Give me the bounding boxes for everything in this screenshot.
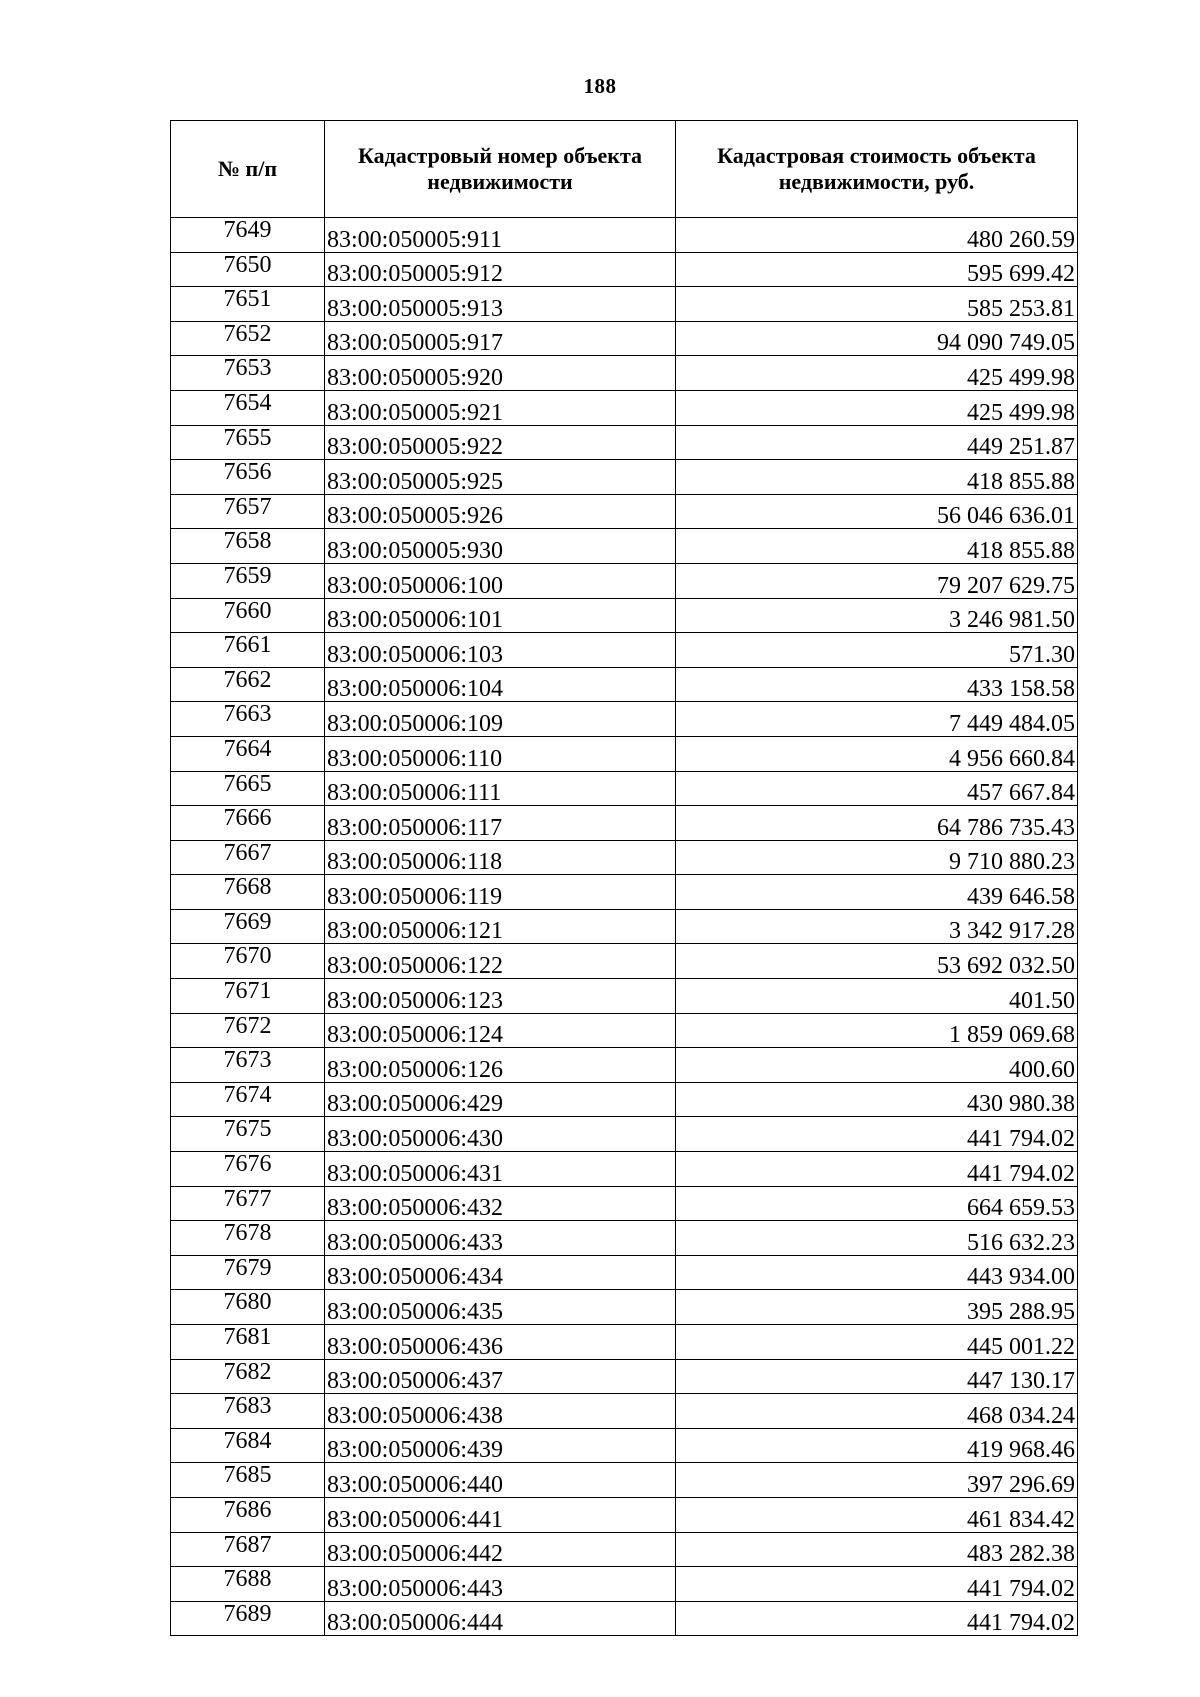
cadastral-value-cell: 418 855.88 (676, 529, 1078, 564)
cadastral-number-cell: 83:00:050006:443 (325, 1567, 676, 1602)
table-header (171, 121, 1078, 218)
table-row (171, 1359, 1078, 1394)
header-cadastral-number: Кадастровый номер объекта недвижимости (325, 121, 676, 218)
cadastral-number-cell: 83:00:050005:925 (325, 460, 676, 495)
table-row (171, 494, 1078, 529)
cadastral-number-cell: 83:00:050005:922 (325, 425, 676, 460)
row-number-cell: 7660 (171, 598, 325, 633)
cadastral-value-cell: 9 710 880.23 (676, 840, 1078, 875)
table-row (171, 736, 1078, 771)
cadastral-number-cell: 83:00:050006:429 (325, 1082, 676, 1117)
row-number-cell: 7676 (171, 1152, 325, 1187)
cadastral-number-cell: 83:00:050006:117 (325, 806, 676, 841)
cadastral-number-cell: 83:00:050006:430 (325, 1117, 676, 1152)
row-number-cell: 7689 (171, 1601, 325, 1636)
table-row (171, 1394, 1078, 1429)
row-number-cell: 7669 (171, 909, 325, 944)
cadastral-number-cell: 83:00:050006:126 (325, 1048, 676, 1083)
cadastral-value-cell: 595 699.42 (676, 252, 1078, 287)
row-number-cell: 7673 (171, 1048, 325, 1083)
cadastral-number-cell: 83:00:050005:926 (325, 494, 676, 529)
cadastral-number-cell: 83:00:050006:431 (325, 1152, 676, 1187)
row-number-cell: 7653 (171, 356, 325, 391)
row-number-cell: 7686 (171, 1497, 325, 1532)
cadastral-value-cell: 425 499.98 (676, 356, 1078, 391)
header-cadastral-value: Кадастровая стоимость объекта недвижимости, руб. (676, 121, 1078, 218)
cadastral-number-cell: 83:00:050006:432 (325, 1186, 676, 1221)
cadastral-number-cell: 83:00:050006:437 (325, 1359, 676, 1394)
table-row (171, 771, 1078, 806)
row-number-cell: 7652 (171, 321, 325, 356)
row-number-cell: 7666 (171, 806, 325, 841)
cadastral-number-cell: 83:00:050005:913 (325, 287, 676, 322)
cadastral-number-cell: 83:00:050006:442 (325, 1532, 676, 1567)
cadastral-number-cell: 83:00:050006:433 (325, 1221, 676, 1256)
table-row (171, 840, 1078, 875)
cadastral-value-cell: 457 667.84 (676, 771, 1078, 806)
row-number-cell: 7688 (171, 1567, 325, 1602)
table-row (171, 1152, 1078, 1187)
cadastral-number-cell: 83:00:050005:911 (325, 218, 676, 253)
row-number-cell: 7670 (171, 944, 325, 979)
cadastral-number-cell: 83:00:050005:912 (325, 252, 676, 287)
row-number-cell: 7687 (171, 1532, 325, 1567)
table-row (171, 875, 1078, 910)
row-number-cell: 7683 (171, 1394, 325, 1429)
table-row (171, 1325, 1078, 1360)
cadastral-value-cell: 468 034.24 (676, 1394, 1078, 1429)
table-row (171, 1013, 1078, 1048)
cadastral-number-cell: 83:00:050006:434 (325, 1255, 676, 1290)
row-number-cell: 7664 (171, 736, 325, 771)
table-row (171, 1290, 1078, 1325)
row-number-cell: 7662 (171, 667, 325, 702)
row-number-cell: 7654 (171, 390, 325, 425)
cadastral-number-cell: 83:00:050006:436 (325, 1325, 676, 1360)
cadastral-value-cell: 461 834.42 (676, 1497, 1078, 1532)
header-row (171, 121, 1078, 218)
row-number-cell: 7668 (171, 875, 325, 910)
table-row (171, 598, 1078, 633)
cadastral-value-cell: 4 956 660.84 (676, 736, 1078, 771)
cadastral-value-cell: 445 001.22 (676, 1325, 1078, 1360)
cadastral-number-cell: 83:00:050006:104 (325, 667, 676, 702)
cadastral-number-cell: 83:00:050005:921 (325, 390, 676, 425)
cadastral-number-cell: 83:00:050005:920 (325, 356, 676, 391)
cadastral-value-cell: 418 855.88 (676, 460, 1078, 495)
table-row (171, 1567, 1078, 1602)
cadastral-value-cell: 430 980.38 (676, 1082, 1078, 1117)
cadastral-number-cell: 83:00:050006:441 (325, 1497, 676, 1532)
table-row (171, 1255, 1078, 1290)
cadastral-value-cell: 425 499.98 (676, 390, 1078, 425)
row-number-cell: 7685 (171, 1463, 325, 1498)
cadastral-value-cell: 516 632.23 (676, 1221, 1078, 1256)
row-number-cell: 7659 (171, 563, 325, 598)
cadastral-value-cell: 443 934.00 (676, 1255, 1078, 1290)
cadastral-value-cell: 480 260.59 (676, 218, 1078, 253)
cadastral-value-cell: 439 646.58 (676, 875, 1078, 910)
cadastral-value-cell: 441 794.02 (676, 1117, 1078, 1152)
cadastral-number-cell: 83:00:050006:111 (325, 771, 676, 806)
table-row (171, 1428, 1078, 1463)
table-row (171, 425, 1078, 460)
row-number-cell: 7665 (171, 771, 325, 806)
cadastral-number-cell: 83:00:050006:444 (325, 1601, 676, 1636)
cadastral-value-cell: 395 288.95 (676, 1290, 1078, 1325)
table-row (171, 979, 1078, 1014)
row-number-cell: 7677 (171, 1186, 325, 1221)
row-number-cell: 7667 (171, 840, 325, 875)
row-number-cell: 7684 (171, 1428, 325, 1463)
table-row (171, 1221, 1078, 1256)
row-number-cell: 7672 (171, 1013, 325, 1048)
row-number-cell: 7679 (171, 1255, 325, 1290)
cadastral-number-cell: 83:00:050006:122 (325, 944, 676, 979)
cadastral-value-cell: 449 251.87 (676, 425, 1078, 460)
row-number-cell: 7650 (171, 252, 325, 287)
cadastral-value-cell: 571.30 (676, 633, 1078, 668)
cadastral-value-cell: 401.50 (676, 979, 1078, 1014)
table-row (171, 702, 1078, 737)
row-number-cell: 7657 (171, 494, 325, 529)
table-row (171, 1463, 1078, 1498)
cadastral-value-cell: 94 090 749.05 (676, 321, 1078, 356)
cadastral-number-cell: 83:00:050005:917 (325, 321, 676, 356)
page-number: 188 (583, 74, 617, 98)
table-row (171, 1186, 1078, 1221)
table-row (171, 1117, 1078, 1152)
cadastral-value-cell: 441 794.02 (676, 1152, 1078, 1187)
row-number-cell: 7678 (171, 1221, 325, 1256)
row-number-cell: 7663 (171, 702, 325, 737)
table-row (171, 321, 1078, 356)
cadastral-number-cell: 83:00:050006:435 (325, 1290, 676, 1325)
row-number-cell: 7649 (171, 218, 325, 253)
cadastral-value-cell: 3 246 981.50 (676, 598, 1078, 633)
table-row (171, 563, 1078, 598)
cadastral-number-cell: 83:00:050006:124 (325, 1013, 676, 1048)
table-row (171, 218, 1078, 253)
cadastral-value-cell: 56 046 636.01 (676, 494, 1078, 529)
row-number-cell: 7655 (171, 425, 325, 460)
cadastral-value-cell: 400.60 (676, 1048, 1078, 1083)
table-row (171, 633, 1078, 668)
cadastral-value-cell: 53 692 032.50 (676, 944, 1078, 979)
table-row (171, 909, 1078, 944)
cadastral-number-cell: 83:00:050006:101 (325, 598, 676, 633)
cadastral-value-cell: 441 794.02 (676, 1601, 1078, 1636)
table-row (171, 390, 1078, 425)
cadastral-number-cell: 83:00:050006:439 (325, 1428, 676, 1463)
row-number-cell: 7681 (171, 1325, 325, 1360)
cadastral-value-cell: 441 794.02 (676, 1567, 1078, 1602)
cadastral-value-cell: 433 158.58 (676, 667, 1078, 702)
table-row (171, 287, 1078, 322)
cadastral-number-cell: 83:00:050006:121 (325, 909, 676, 944)
table-row (171, 806, 1078, 841)
row-number-cell: 7674 (171, 1082, 325, 1117)
table-row (171, 1532, 1078, 1567)
cadastral-number-cell: 83:00:050006:110 (325, 736, 676, 771)
cadastral-number-cell: 83:00:050006:123 (325, 979, 676, 1014)
table-row (171, 1048, 1078, 1083)
cadastral-number-cell: 83:00:050006:118 (325, 840, 676, 875)
table-row (171, 356, 1078, 391)
cadastral-number-cell: 83:00:050006:109 (325, 702, 676, 737)
table-row (171, 252, 1078, 287)
table-row (171, 944, 1078, 979)
table-body (171, 218, 1078, 1636)
header-row-number: № п/п (171, 121, 325, 218)
cadastral-number-cell: 83:00:050006:119 (325, 875, 676, 910)
cadastral-value-cell: 79 207 629.75 (676, 563, 1078, 598)
row-number-cell: 7675 (171, 1117, 325, 1152)
table-row (171, 460, 1078, 495)
cadastral-number-cell: 83:00:050006:100 (325, 563, 676, 598)
row-number-cell: 7658 (171, 529, 325, 564)
table-row (171, 667, 1078, 702)
cadastral-value-cell: 3 342 917.28 (676, 909, 1078, 944)
row-number-cell: 7682 (171, 1359, 325, 1394)
row-number-cell: 7661 (171, 633, 325, 668)
cadastral-value-cell: 483 282.38 (676, 1532, 1078, 1567)
cadastral-number-cell: 83:00:050005:930 (325, 529, 676, 564)
row-number-cell: 7680 (171, 1290, 325, 1325)
cadastral-value-table (170, 120, 1078, 1636)
table-row (171, 1082, 1078, 1117)
cadastral-value-cell: 64 786 735.43 (676, 806, 1078, 841)
cadastral-value-cell: 397 296.69 (676, 1463, 1078, 1498)
cadastral-value-cell: 447 130.17 (676, 1359, 1078, 1394)
table-row (171, 1497, 1078, 1532)
cadastral-number-cell: 83:00:050006:438 (325, 1394, 676, 1429)
cadastral-value-cell: 7 449 484.05 (676, 702, 1078, 737)
table-row (171, 1601, 1078, 1636)
table-row (171, 529, 1078, 564)
cadastral-value-cell: 419 968.46 (676, 1428, 1078, 1463)
cadastral-number-cell: 83:00:050006:103 (325, 633, 676, 668)
cadastral-value-cell: 585 253.81 (676, 287, 1078, 322)
cadastral-value-cell: 1 859 069.68 (676, 1013, 1078, 1048)
cadastral-value-cell: 664 659.53 (676, 1186, 1078, 1221)
row-number-cell: 7651 (171, 287, 325, 322)
cadastral-number-cell: 83:00:050006:440 (325, 1463, 676, 1498)
row-number-cell: 7656 (171, 460, 325, 495)
row-number-cell: 7671 (171, 979, 325, 1014)
